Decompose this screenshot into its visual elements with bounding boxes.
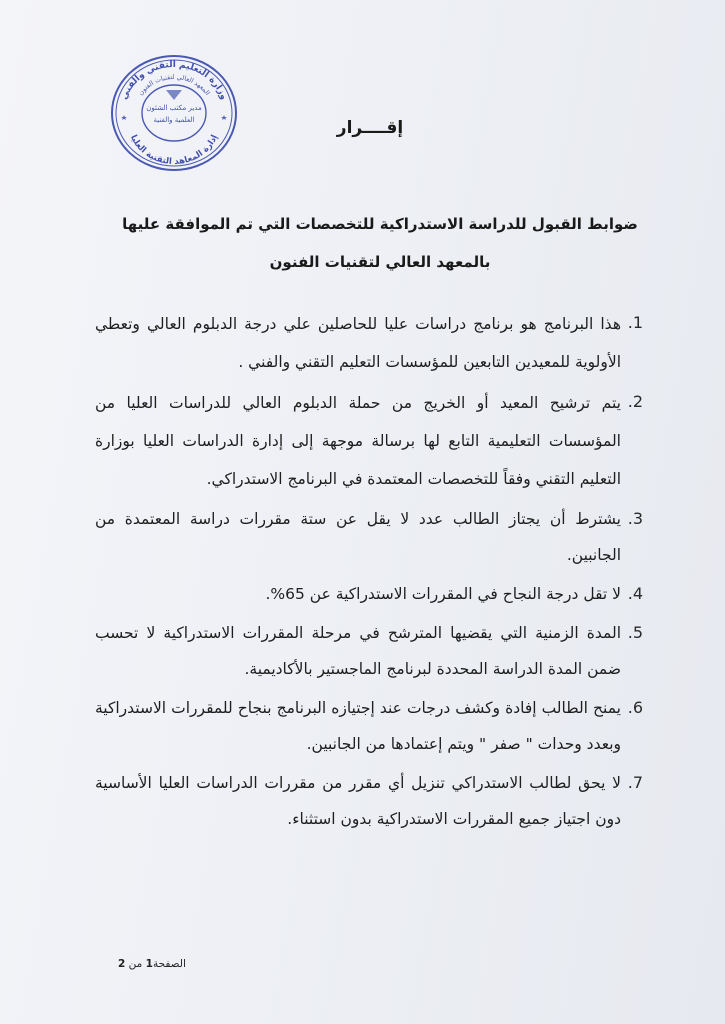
item-number: 7.: [627, 773, 643, 792]
of-label: من: [128, 958, 143, 970]
stamp-inner-text: المعهد العالي لتقنيات الفنون: [136, 72, 212, 97]
document-subtitle: ضوابط القبول للدراسة الاستدراكية للتخصصات التي تم الموافقة عليها بالمعهد العالي لتقنيات الفنون: [122, 215, 638, 271]
list-item: [95, 615, 643, 687]
stamp-star-right-icon: [221, 115, 227, 120]
current-page-number: 1: [145, 958, 153, 970]
item-text: المدة الزمنية التي يقضيها المترشح في مرحلة المقررات الاستدراكية لا تحسب ضمن المدة الدراسة المحددة لبرنامج الماجستير بالأكاديمية.: [95, 624, 621, 678]
item-number: 2.: [627, 392, 643, 411]
page-label: الصفحة: [152, 958, 186, 970]
total-pages-number: 2: [118, 958, 126, 970]
list-item: [95, 690, 643, 762]
item-number: 1.: [627, 313, 643, 332]
page-footer: [118, 958, 186, 970]
conditions-list: [95, 305, 643, 840]
item-number: 4.: [627, 584, 643, 603]
item-text: هذا البرنامج هو برنامج دراسات عليا للحاصلين علي درجة الدبلوم العالي وتعطي الأولوية للمعيدين التابعين للمؤسسات التعليم التقني والفني .: [95, 315, 621, 371]
item-number: 6.: [627, 698, 643, 717]
list-item: [95, 384, 643, 498]
list-item: [95, 576, 643, 612]
stamp-star-left-icon: [121, 115, 127, 120]
item-text: لا تقل درجة النجاح في المقررات الاستدراكية عن 65%.: [265, 585, 621, 603]
list-item: [95, 305, 643, 381]
stamp-ring-text: وزارة التعليم التقني والفني: [119, 59, 229, 102]
stamp-center-line1: مدير مكتب الشئون: [146, 104, 202, 112]
item-text: يمنح الطالب إفادة وكشف درجات عند إجتيازه البرنامج بنجاح للمقررات الاستدراكية وبعدد وحدات " صفر " ويتم إعتمادها من الجانبين.: [95, 699, 621, 753]
list-item: [95, 765, 643, 837]
item-number: 3.: [627, 509, 643, 528]
item-text: يشترط أن يجتاز الطالب عدد لا يقل عن ستة مقررات دراسة المعتمدة من الجانبين.: [95, 510, 621, 564]
item-text: يتم ترشيح المعيد أو الخريج من حملة الدبلوم العالي للدراسات العليا من المؤسسات التعليمية التابع لها برسالة موجهة إلى إدارة الدراسات العليا بوزارة التعليم التقني وفقاً للتخصصات المعتمدة في البرنامج الاستدراكي.: [95, 394, 621, 488]
stamp-center-line2: العلمية والفنية: [153, 116, 195, 124]
stamp-emblem-icon: [166, 90, 182, 100]
list-item: [95, 501, 643, 573]
document-title: إقــــرار: [336, 118, 404, 138]
item-number: 5.: [627, 623, 643, 642]
official-stamp-icon: [108, 52, 240, 174]
stamp-bottom-text: إدارة المعاهد التقنية العليا: [127, 133, 220, 168]
item-text: لا يحق لطالب الاستدراكي تنزيل أي مقرر من مقررات الدراسات العليا الأساسية دون اجتياز جميع المقررات الاستدراكية بدون استثناء.: [95, 774, 621, 828]
